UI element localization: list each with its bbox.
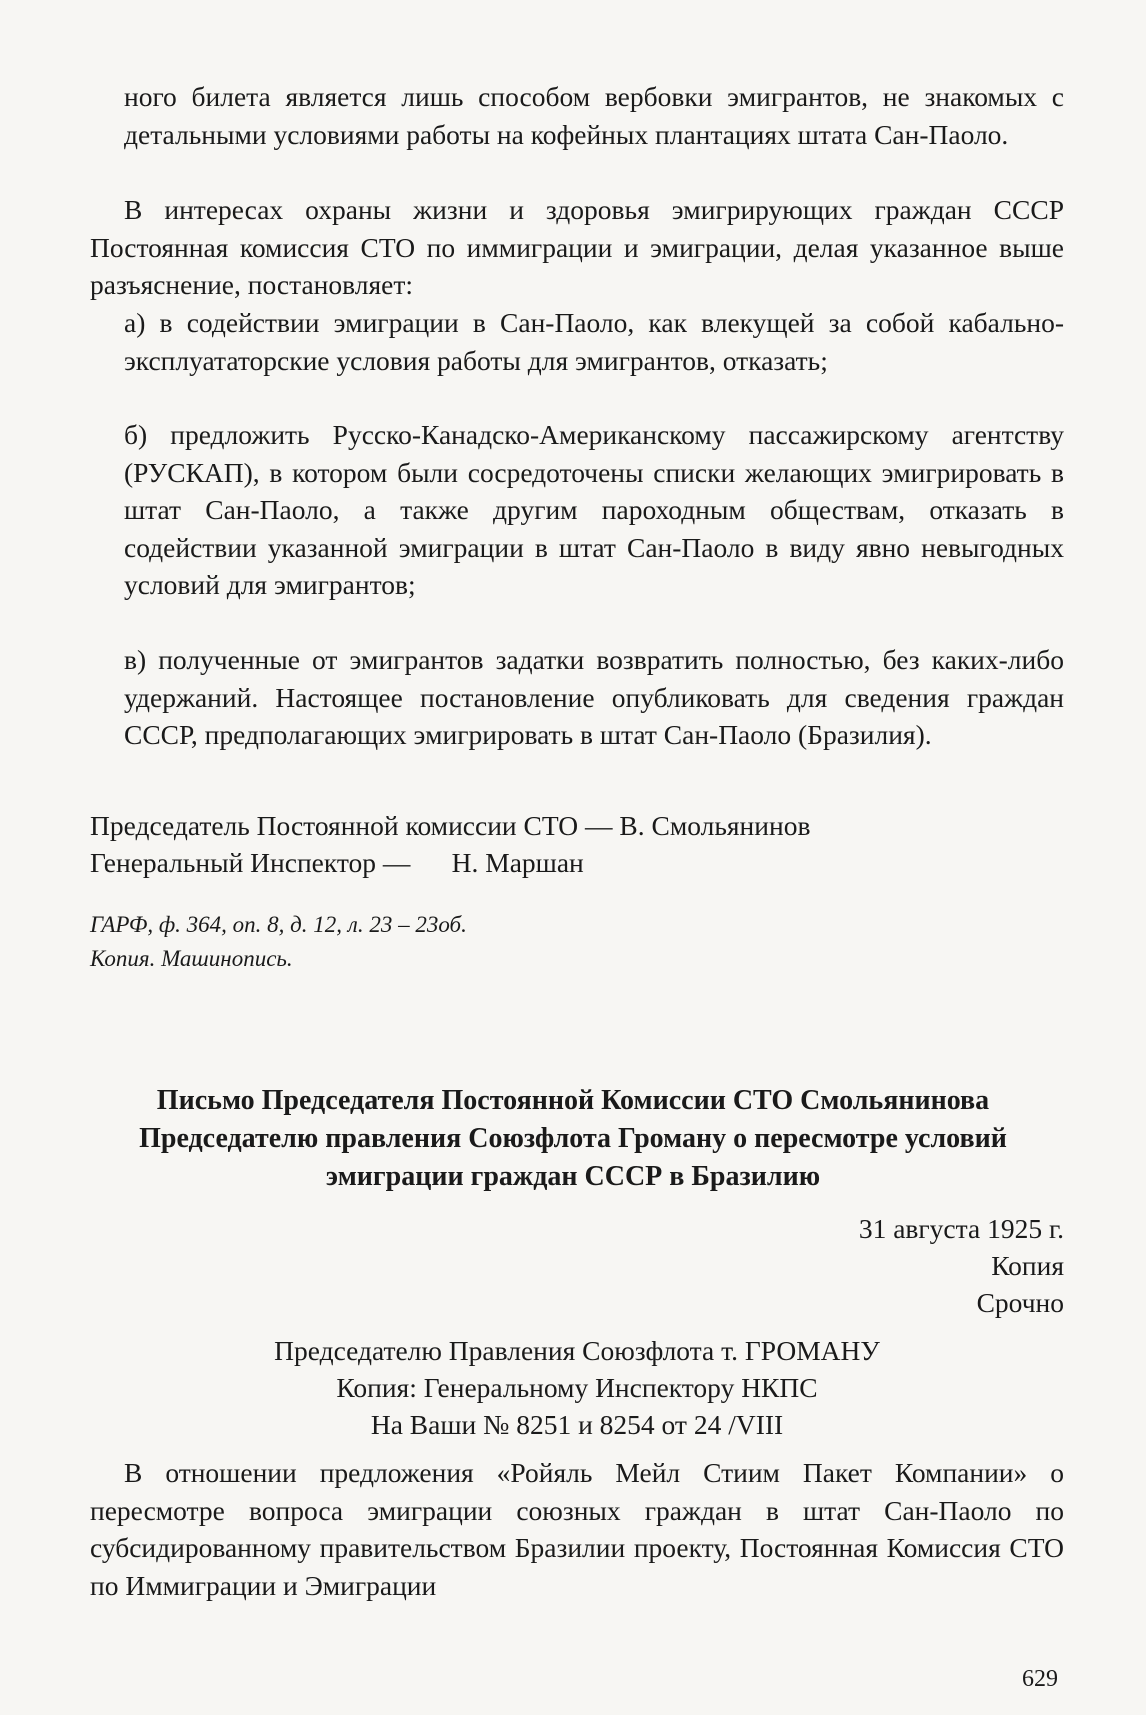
copy-recipient: Копия: Генеральному Инспектору НКПС (336, 1372, 818, 1403)
signature-chairman: Председатель Постоянной комиссии СТО — В. Смольянинов (90, 810, 811, 841)
continuation-paragraph: ного билета является лишь способом вербовки эмигрантов, не знакомых с детальными условиями работы на кофейных плантациях штата Сан-Паоло. (124, 81, 1064, 150)
resolution-item-c: в) полученные от эмигрантов задатки возвратить полностью, без каких-либо удержаний. Настоящее постановление опубликовать для сведения граждан СССР, предполагающих эмигрировать в штат Сан-Паоло (Бразилия). (124, 644, 1064, 750)
resolution-item-b: б) предложить Русско-Канадско-Американскому пассажирскому агентству (РУСКАП), в котором были сосредоточены списки желающих эмигрировать в штат Сан-Паоло, а также другим пароходным обществам, отказать в содействии указанной эмиграции в штат Сан-Паоло в виду явно невыгодных условий для эмигрантов; (124, 419, 1064, 600)
signature-inspector: Генеральный Инспектор — Н. Маршан (90, 847, 584, 878)
copy-mark: Копия (991, 1250, 1064, 1281)
page-number: 629 (1022, 1666, 1058, 1692)
addressee: Председателю Правления Союзфлота т. ГРОМАНУ (274, 1335, 880, 1366)
copy-note: Копия. Машинопись. (90, 946, 293, 971)
resolution-item-a: а) в содействии эмиграции в Сан-Паоло, как влекущей за собой кабально-эксплуататорские условия работы для эмигрантов, отказать; (124, 307, 1064, 376)
reference-numbers: На Ваши № 8251 и 8254 от 24 /VIII (370, 1409, 784, 1440)
letter-title: Письмо Председателя Постоянной Комиссии СТО Смольянинова Председателю правления Союзфлота Громану о пересмотре условий эмиграции граждан СССР в Бразилию (139, 1085, 1007, 1192)
resolution-intro: В интересах охраны жизни и здоровья эмигрирующих граждан СССР Постоянная комиссия СТО по иммиграции и эмиграции, делая указанное выше разъяснение, постановляет: (90, 194, 1064, 300)
letter-body: В отношении предложения «Ройяль Мейл Стиим Пакет Компании» о пересмотре вопроса эмиграции союзных граждан в штат Сан-Паоло по субсидированному правительством Бразилии проекту, Постоянная Комиссия СТО по Иммиграции и Эмиграции (90, 1457, 1064, 1601)
urgent-mark: Срочно (976, 1287, 1064, 1318)
archive-reference: ГАРФ, ф. 364, оп. 8, д. 12, л. 23 – 23об. (90, 912, 467, 937)
letter-date: 31 августа 1925 г. (858, 1213, 1064, 1244)
